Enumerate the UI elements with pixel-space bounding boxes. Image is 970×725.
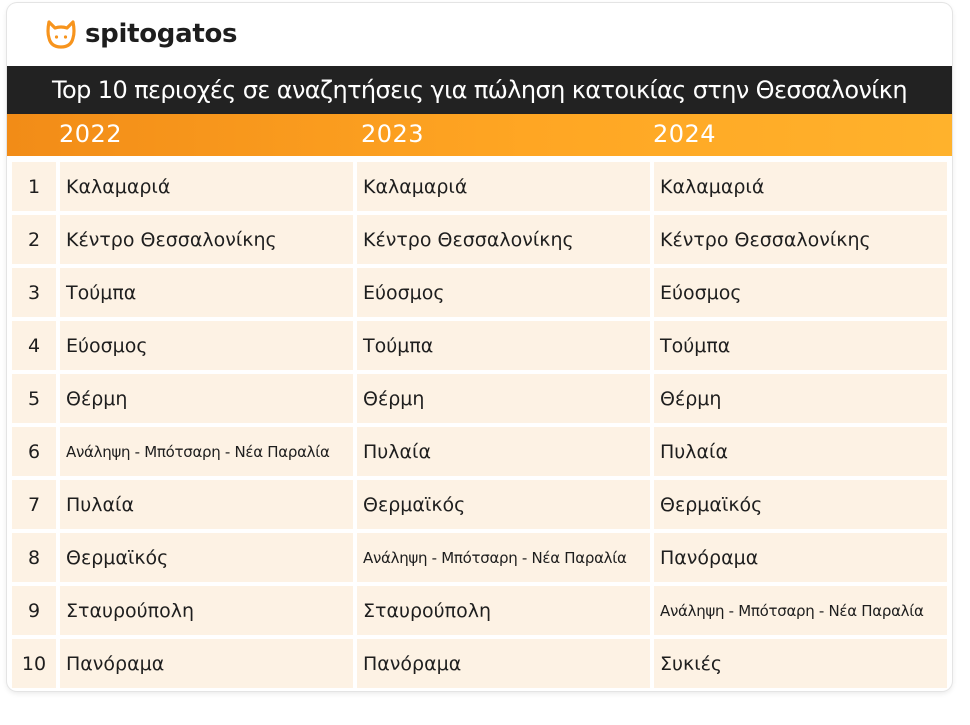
area-cell-2023: Ανάληψη - Μπότσαρη - Νέα Παραλία bbox=[357, 533, 650, 582]
table-row bbox=[12, 586, 947, 635]
year-header-2024: 2024 bbox=[653, 120, 717, 148]
table-row bbox=[12, 480, 947, 529]
area-cell-2024: Τούμπα bbox=[654, 321, 947, 370]
rank-cell: 2 bbox=[12, 215, 56, 264]
rank-cell: 3 bbox=[12, 268, 56, 317]
title-bar bbox=[7, 66, 952, 114]
area-cell-2024: Κέντρο Θεσσαλονίκης bbox=[654, 215, 947, 264]
table-row bbox=[12, 162, 947, 211]
table-row bbox=[12, 639, 947, 688]
area-cell-2024: Συκιές bbox=[654, 639, 947, 688]
area-cell-2024: Θέρμη bbox=[654, 374, 947, 423]
area-cell-2022: Πυλαία bbox=[60, 480, 353, 529]
area-cell-2024: Καλαμαριά bbox=[654, 162, 947, 211]
area-cell-2024: Πυλαία bbox=[654, 427, 947, 476]
area-cell-2022: Κέντρο Θεσσαλονίκης bbox=[60, 215, 353, 264]
area-cell-2023: Κέντρο Θεσσαλονίκης bbox=[357, 215, 650, 264]
year-header bbox=[7, 114, 952, 156]
area-cell-2022: Θερμαϊκός bbox=[60, 533, 353, 582]
year-header-2023: 2023 bbox=[361, 120, 425, 148]
rank-cell: 5 bbox=[12, 374, 56, 423]
area-cell-2023: Θερμαϊκός bbox=[357, 480, 650, 529]
rank-cell: 9 bbox=[12, 586, 56, 635]
area-cell-2024: Εύοσμος bbox=[654, 268, 947, 317]
table-row bbox=[12, 533, 947, 582]
area-cell-2022: Ανάληψη - Μπότσαρη - Νέα Παραλία bbox=[60, 427, 353, 476]
area-cell-2023: Πυλαία bbox=[357, 427, 650, 476]
rank-cell: 4 bbox=[12, 321, 56, 370]
ranking-table bbox=[12, 162, 947, 691]
table-row bbox=[12, 321, 947, 370]
area-cell-2023: Σταυρούπολη bbox=[357, 586, 650, 635]
table-row bbox=[12, 215, 947, 264]
area-cell-2023: Πανόραμα bbox=[357, 639, 650, 688]
area-cell-2023: Τούμπα bbox=[357, 321, 650, 370]
area-cell-2022: Τούμπα bbox=[60, 268, 353, 317]
table-row bbox=[12, 268, 947, 317]
rank-cell: 1 bbox=[12, 162, 56, 211]
area-cell-2022: Καλαμαριά bbox=[60, 162, 353, 211]
rank-cell: 10 bbox=[12, 639, 56, 688]
area-cell-2023: Καλαμαριά bbox=[357, 162, 650, 211]
area-cell-2024: Πανόραμα bbox=[654, 533, 947, 582]
area-cell-2022: Πανόραμα bbox=[60, 639, 353, 688]
area-cell-2024: Ανάληψη - Μπότσαρη - Νέα Παραλία bbox=[654, 586, 947, 635]
brand-name: spitogatos bbox=[85, 19, 238, 49]
page-title: Top 10 περιοχές σε αναζητήσεις για πώληση κατοικίας στην Θεσσαλονίκη bbox=[52, 76, 907, 104]
table-row bbox=[12, 374, 947, 423]
area-cell-2023: Εύοσμος bbox=[357, 268, 650, 317]
area-cell-2022: Σταυρούπολη bbox=[60, 586, 353, 635]
year-header-2022: 2022 bbox=[59, 120, 123, 148]
area-cell-2024: Θερμαϊκός bbox=[654, 480, 947, 529]
cat-head-icon bbox=[44, 18, 78, 50]
rank-cell: 6 bbox=[12, 427, 56, 476]
infographic-card bbox=[7, 3, 952, 691]
table-row bbox=[12, 427, 947, 476]
area-cell-2022: Θέρμη bbox=[60, 374, 353, 423]
brand-logo bbox=[44, 16, 237, 52]
area-cell-2023: Θέρμη bbox=[357, 374, 650, 423]
rank-cell: 7 bbox=[12, 480, 56, 529]
area-cell-2022: Εύοσμος bbox=[60, 321, 353, 370]
rank-cell: 8 bbox=[12, 533, 56, 582]
